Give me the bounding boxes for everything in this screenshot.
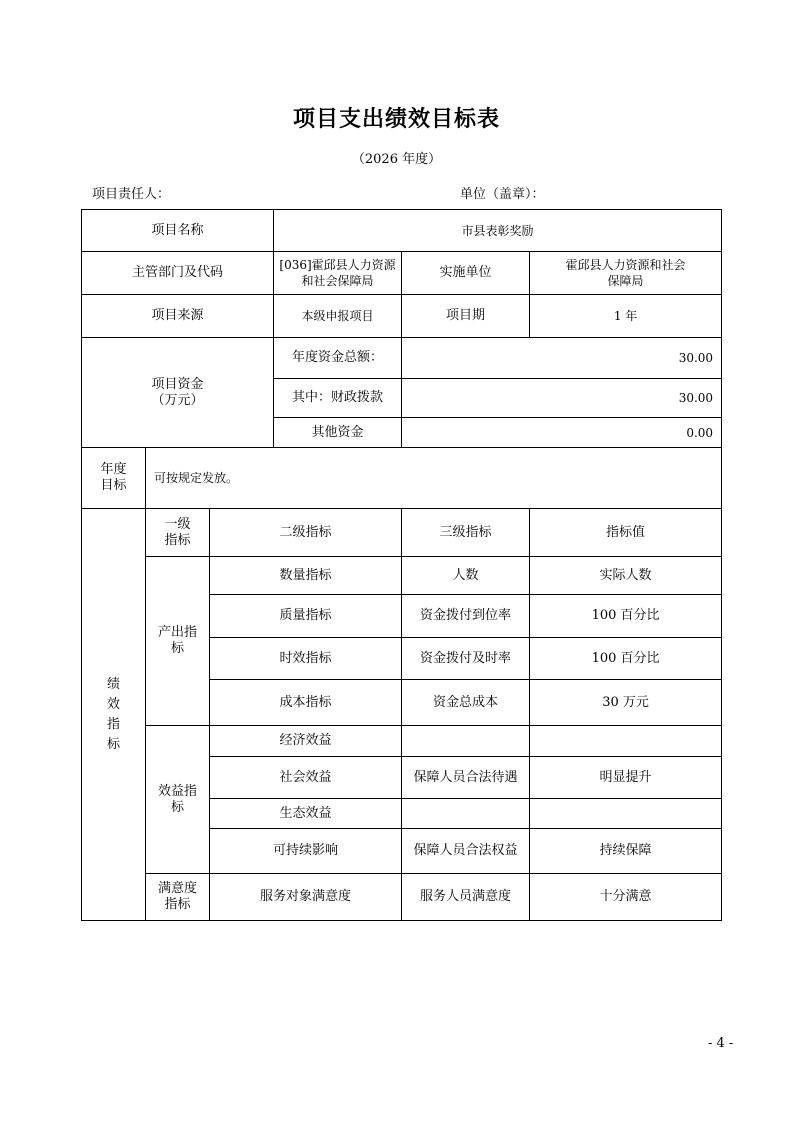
header-level3: 三级指标 bbox=[402, 509, 530, 557]
benefit-value: 明显提升 bbox=[530, 757, 722, 799]
benefit-indicator-label bbox=[146, 726, 210, 874]
output-l3: 人数 bbox=[402, 557, 530, 595]
annual-goal-label bbox=[82, 448, 146, 509]
source-value: 本级申报项目 bbox=[274, 295, 402, 338]
annual-goal-label-line2: 目标 bbox=[100, 478, 127, 493]
total-funds-value: 30.00 bbox=[402, 338, 722, 379]
header-level2: 二级指标 bbox=[210, 509, 402, 557]
other-funds-label: 其他资金 bbox=[274, 418, 402, 448]
benefit-label-line1: 效益指 bbox=[157, 783, 197, 799]
period-label: 项目期 bbox=[402, 295, 530, 338]
header-value: 指标值 bbox=[530, 509, 722, 557]
output-value: 100 百分比 bbox=[530, 595, 722, 638]
project-name-label: 项目名称 bbox=[82, 210, 274, 252]
benefit-l2: 经济效益 bbox=[210, 726, 402, 757]
benefit-l3: 保障人员合法权益 bbox=[402, 829, 530, 874]
header-level1-line2: 指标 bbox=[164, 532, 191, 548]
page-number: - 4 - bbox=[708, 1036, 734, 1051]
benefit-l2: 社会效益 bbox=[210, 757, 402, 799]
fiscal-funds-label: 其中：财政拨款 bbox=[274, 379, 402, 418]
output-l3: 资金总成本 bbox=[402, 680, 530, 726]
satisfaction-l3: 服务人员满意度 bbox=[402, 874, 530, 921]
benefit-l3: 保障人员合法待遇 bbox=[402, 757, 530, 799]
output-value: 100 百分比 bbox=[530, 638, 722, 680]
benefit-label-line2: 标 bbox=[170, 799, 184, 815]
annual-goal-label-line1: 年度 bbox=[100, 462, 127, 477]
satisfaction-indicator-label bbox=[146, 874, 210, 921]
period-value: 1 年 bbox=[530, 295, 722, 338]
funds-label-line2: （万元） bbox=[151, 392, 204, 408]
output-l2: 时效指标 bbox=[210, 638, 402, 680]
dept-label: 主管部门及代码 bbox=[82, 252, 274, 295]
satisfaction-l2: 服务对象满意度 bbox=[210, 874, 402, 921]
satisfaction-label-line2: 指标 bbox=[164, 897, 191, 912]
output-l2: 数量指标 bbox=[210, 557, 402, 595]
benefit-l3 bbox=[402, 726, 530, 757]
responsible-person-label: 项目责任人： bbox=[92, 187, 171, 202]
benefit-l2: 可持续影响 bbox=[210, 829, 402, 874]
output-label-line2: 标 bbox=[170, 641, 184, 656]
fiscal-funds-value: 30.00 bbox=[402, 379, 722, 418]
performance-indicator-text: 绩效指标 bbox=[106, 676, 120, 752]
benefit-value bbox=[530, 726, 722, 757]
total-funds-label: 年度资金总额： bbox=[274, 338, 402, 379]
output-indicator-label bbox=[146, 557, 210, 726]
source-label: 项目来源 bbox=[82, 295, 274, 338]
satisfaction-value: 十分满意 bbox=[530, 874, 722, 921]
project-name-value: 市县表彰奖励 bbox=[274, 210, 722, 252]
impl-unit-value: 霍邱县人力资源和社会保障局 bbox=[530, 252, 722, 295]
performance-indicator-label bbox=[82, 509, 146, 921]
header-level1 bbox=[146, 509, 210, 557]
impl-unit-label: 实施单位 bbox=[402, 252, 530, 295]
output-label-line1: 产出指 bbox=[157, 625, 197, 640]
output-l2: 成本指标 bbox=[210, 680, 402, 726]
output-l3: 资金拨付及时率 bbox=[402, 638, 530, 680]
output-l2: 质量指标 bbox=[210, 595, 402, 638]
header-level1-line1: 一级 bbox=[164, 516, 191, 532]
year-label: （2026 年度） bbox=[351, 152, 442, 167]
page-title: 项目支出绩效目标表 bbox=[292, 106, 500, 132]
benefit-l2: 生态效益 bbox=[210, 799, 402, 829]
output-value: 实际人数 bbox=[530, 557, 722, 595]
benefit-l3 bbox=[402, 799, 530, 829]
output-l3: 资金拨付到位率 bbox=[402, 595, 530, 638]
annual-goal-value: 可按规定发放。 bbox=[146, 448, 722, 509]
satisfaction-label-line1: 满意度 bbox=[157, 881, 197, 896]
other-funds-value: 0.00 bbox=[402, 418, 722, 448]
benefit-value: 持续保障 bbox=[530, 829, 722, 874]
unit-seal-label: 单位（盖章）： bbox=[460, 187, 545, 202]
funds-label-line1: 项目资金 bbox=[151, 376, 204, 392]
performance-target-table bbox=[81, 209, 722, 921]
funds-label bbox=[82, 338, 274, 448]
benefit-value bbox=[530, 799, 722, 829]
dept-value: [036]霍邱县人力资源和社会保障局 bbox=[274, 252, 402, 295]
output-value: 30 万元 bbox=[530, 680, 722, 726]
